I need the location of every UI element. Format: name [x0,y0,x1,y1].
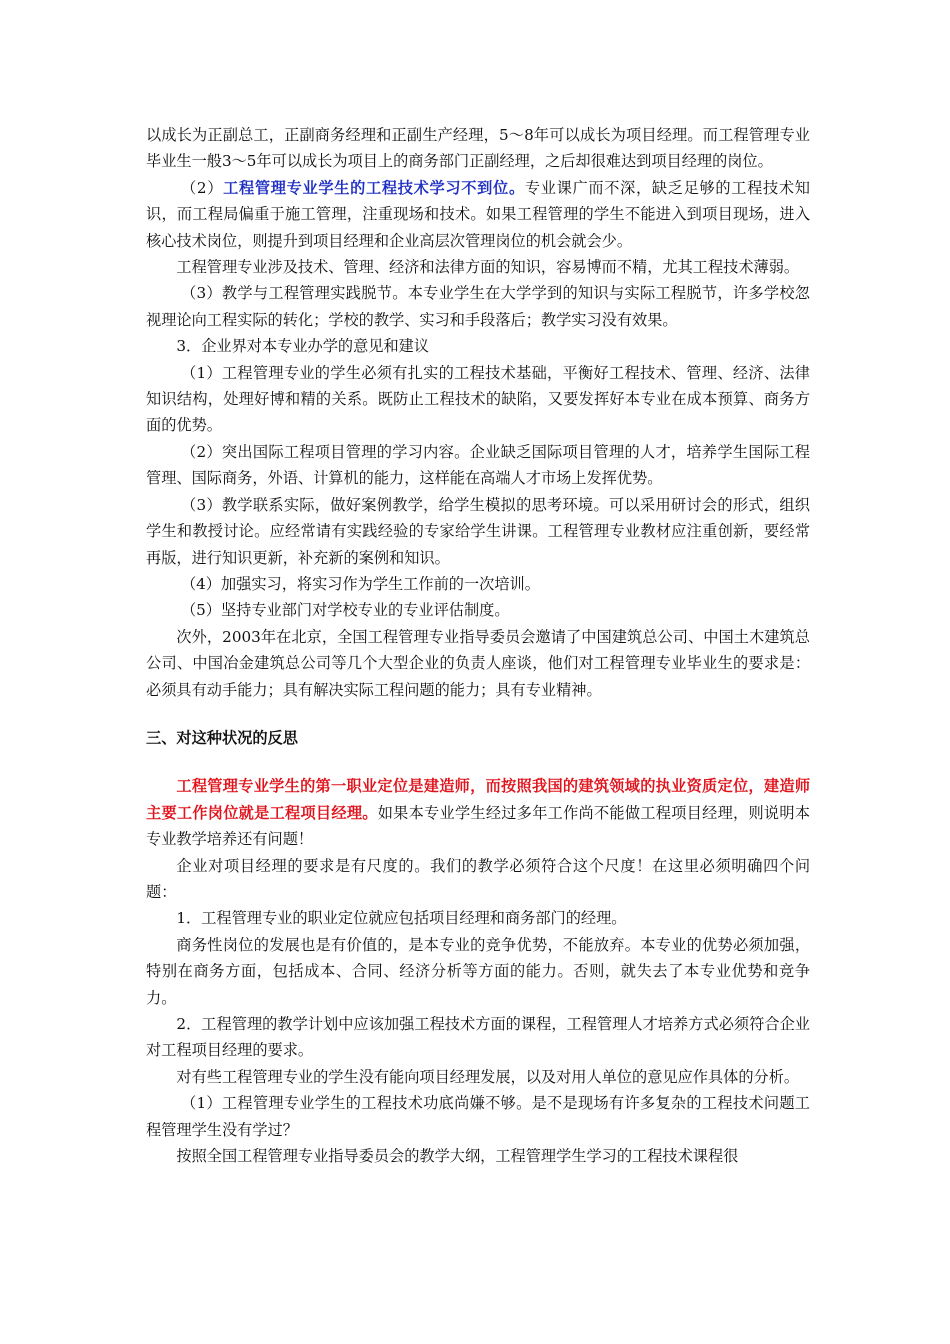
document-page [146,122,810,1169]
highlight-tech-learning: 工程管理专业学生的工程技术学习不到位。 [223,178,525,197]
item-number: （2） [180,178,224,197]
paragraph-career-growth: 以成长为正副总工，正副商务经理和正副生产经理，5～8年可以成长为项目经理。而工程管理专业毕业生一般3～5年可以成长为项目上的商务部门正副经理，之后却很难达到项目经理的岗位。 [146,126,810,171]
advice-item-4: （4）加强实习，将实习作为学生工作前的一次培训。 [180,574,540,593]
point-2: 2．工程管理的教学计划中应该加强工程技术方面的课程，工程管理人才培养方式必须符合企业对工程项目经理的要求。 [146,1015,810,1060]
advice-item-3: （3）教学联系实际，做好案例教学，给学生模拟的思考环境。可以采用研讨会的形式，组织学生和教授讨论。应经常请有实践经验的专家给学生讲课。工程管理专业教材应注重创新，要经常再版，进行知识更新，补充新的案例和知识。 [146,495,810,567]
subheading-industry-advice: 3．企业界对本专业办学的意见和建议 [176,337,430,356]
analysis-item-1: （1）工程管理专业学生的工程技术功底尚嫌不够。是不是现场有许多复杂的工程技术问题工程管理学生没有学过？ [146,1094,810,1139]
point-1: 1．工程管理专业的职业定位就应包括项目经理和商务部门的经理。 [176,909,627,928]
paragraph-practice-gap: （3）教学与工程管理实践脱节。本专业学生在大学学到的知识与实际工程脱节，许多学校忽视理论向工程实际的转化；学校的教学、实习和手段落后；教学实习没有效果。 [146,284,810,329]
paragraph-knowledge-scope: 工程管理专业涉及技术、管理、经济和法律方面的知识，容易博而不精，尤其工程技术薄弱。 [176,258,800,277]
paragraph-business-advantage: 商务性岗位的发展也是有价值的，是本专业的竞争优势，不能放弃。本专业的优势必须加强，特别在商务方面，包括成本、合同、经济分析等方面的能力。否则，就失去了本专业优势和竞争力。 [146,935,810,1007]
section-heading-reflection: 三、对这种状况的反思 [146,728,298,747]
paragraph-pm-requirements: 企业对项目经理的要求是有尺度的。我们的教学必须符合这个尺度！在这里必须明确四个问题： [146,856,810,901]
highlight-career-positioning: 工程管理专业学生的第一职业定位是建造师，而按照我国的建筑领域的执业资质定位，建造师主要工作岗位就是工程项目经理。 [146,777,810,822]
paragraph-career-positioning [146,773,810,852]
paragraph-syllabus: 按照全国工程管理专业指导委员会的教学大纲，工程管理学生学习的工程技术课程很 [176,1147,739,1166]
paragraph-analysis: 对有些工程管理专业的学生没有能向项目经理发展，以及对用人单位的意见应作具体的分析。 [176,1067,800,1086]
advice-item-2: （2）突出国际工程项目管理的学习内容。企业缺乏国际项目管理的人才，培养学生国际工程管理、国际商务，外语、计算机的能力，这样能在高端人才市场上发挥优势。 [146,442,810,488]
paragraph-tech-learning [146,175,810,254]
paragraph-text: 专业课广而不深，缺乏足够的工程技术知识，而工程局偏重于施工管理，注重现场和技术。如果工程管理的学生不能进入到项目现场，进入核心技术岗位，则提升到项目经理和企业高层次管理岗位的机会就会少。 [146,178,810,250]
paragraph-text: 如果本专业学生经过多年工作尚不能做工程项目经理，则说明本专业教学培养还有问题！ [146,803,811,849]
paragraph-2003-meeting: 次外，2003年在北京，全国工程管理专业指导委员会邀请了中国建筑总公司、中国土木建筑总公司、中国冶金建筑总公司等几个大型企业的负责人座谈，他们对工程管理专业毕业生的要求是：必须具有动手能力；具有解决实际工程问题的能力；具有专业精神。 [146,627,810,699]
advice-item-5: （5）坚持专业部门对学校专业的专业评估制度。 [180,601,510,620]
advice-item-1: （1）工程管理专业的学生必须有扎实的工程技术基础，平衡好工程技术、管理、经济、法律知识结构，处理好博和精的关系。既防止工程技术的缺陷，又要发挥好本专业在成本预算、商务方面的优势。 [146,363,810,435]
